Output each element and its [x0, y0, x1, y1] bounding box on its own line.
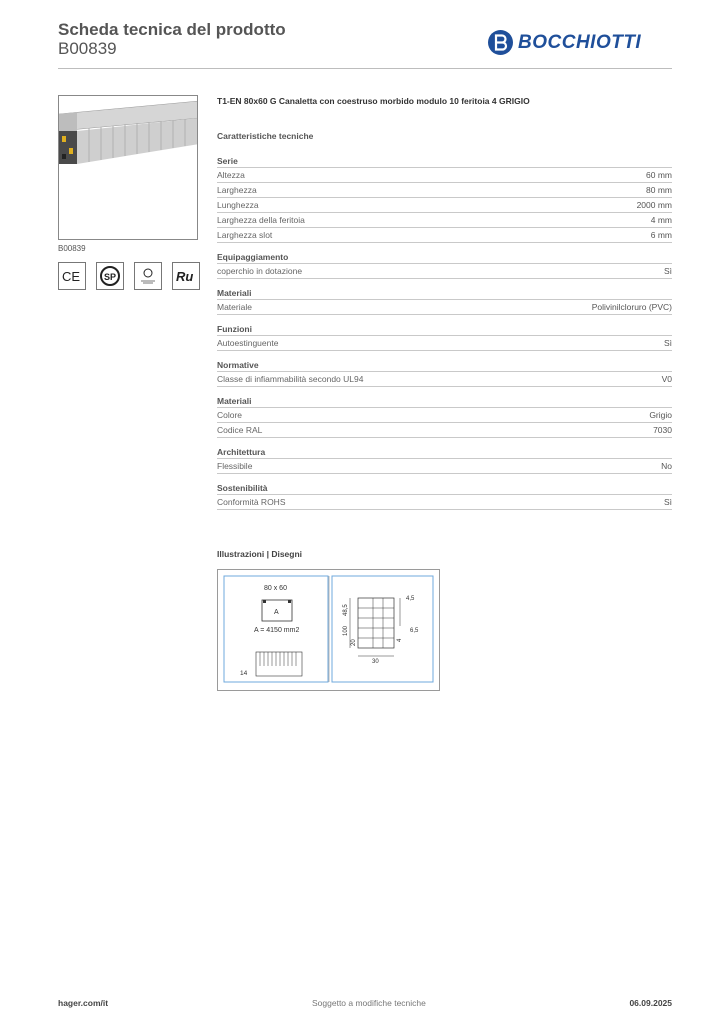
- certification-marks: [58, 262, 210, 290]
- spec-row: [217, 183, 672, 198]
- footer-disclaimer: Soggetto a modifiche tecniche: [312, 998, 426, 1008]
- spec-group-title: Materiali: [217, 287, 672, 300]
- spec-row: [217, 228, 672, 243]
- spec-group-normative: [217, 359, 672, 387]
- spec-value: Sì: [663, 497, 672, 507]
- spec-row: [217, 372, 672, 387]
- page-title: Scheda tecnica del prodotto: [58, 20, 286, 39]
- ul-recognized-icon: [134, 262, 162, 290]
- spec-value: Sì: [663, 266, 672, 276]
- brand-logo: [487, 29, 641, 56]
- drawing-dim-d7: 30: [372, 659, 379, 665]
- spec-row: [217, 459, 672, 474]
- csa-mark-icon: [96, 262, 124, 290]
- spec-value: Sì: [663, 338, 672, 348]
- svg-text:Ru: Ru: [176, 269, 194, 284]
- svg-text:CE: CE: [62, 269, 81, 283]
- ce-mark-icon: [58, 262, 86, 290]
- spec-group-serie: [217, 155, 672, 243]
- drawing-area-label: A = 4150 mm2: [254, 627, 300, 634]
- spec-group-architettura: [217, 446, 672, 474]
- spec-group-title: Serie: [217, 155, 672, 168]
- product-title: T1-EN 80x60 G Canaletta con coestruso morbido modulo 10 feritoia 4 GRIGIO: [217, 96, 530, 106]
- spec-value: 6 mm: [650, 230, 672, 240]
- spec-label: Flessibile: [217, 461, 253, 471]
- drawing-dim-d1: 4,5: [406, 596, 415, 602]
- spec-value: 80 mm: [646, 185, 672, 195]
- bocchiotti-logo-icon: [487, 29, 514, 56]
- spec-value: Polivinilcloruro (PVC): [591, 302, 672, 312]
- spec-value: V0: [661, 374, 672, 384]
- ur-mark-icon: [172, 262, 200, 290]
- spec-group-equipaggiamento: [217, 251, 672, 279]
- spec-row: [217, 264, 672, 279]
- cross-section-drawing: [224, 576, 328, 682]
- specs-heading: Caratteristiche tecniche: [217, 131, 314, 141]
- footer-date: 06.09.2025: [629, 998, 672, 1008]
- spec-group-sostenibilita: [217, 482, 672, 510]
- spec-group-title: Sostenibilità: [217, 482, 672, 495]
- spec-row: [217, 495, 672, 510]
- spec-label: Altezza: [217, 170, 245, 180]
- spec-group-title: Normative: [217, 359, 672, 372]
- drawing-dim-d3: 100: [343, 625, 349, 636]
- spec-label: Colore: [217, 410, 243, 420]
- illustrations-heading: Illustrazioni | Disegni: [217, 549, 303, 559]
- product-code: B00839: [58, 39, 117, 58]
- product-image-code: B00839: [58, 244, 86, 253]
- spec-label: Conformità ROHS: [217, 497, 286, 507]
- spec-label: Codice RAL: [217, 425, 263, 435]
- spec-label: Larghezza slot: [217, 230, 273, 240]
- drawing-dim-d2: 48,5: [343, 604, 349, 616]
- spec-group-title: Materiali: [217, 395, 672, 408]
- drawing-area-letter: A: [274, 609, 279, 616]
- spec-value: 2000 mm: [636, 200, 672, 210]
- spec-value: Grigio: [649, 410, 672, 420]
- spec-label: coperchio in dotazione: [217, 266, 303, 276]
- footer-website: hager.com/it: [58, 998, 109, 1008]
- spec-label: Larghezza della feritoia: [217, 215, 305, 225]
- spec-value: 4 mm: [650, 215, 672, 225]
- spec-group-materiali: [217, 287, 672, 315]
- spec-row: [217, 198, 672, 213]
- header-divider: [58, 68, 672, 69]
- spec-value: 7030: [653, 425, 672, 435]
- specs-list: [217, 155, 672, 518]
- spec-label: Lunghezza: [217, 200, 259, 210]
- spec-group-materiali-colore: [217, 395, 672, 438]
- drawing-dim-d4: 6,5: [410, 628, 419, 634]
- drawing-dim-d5: 4: [397, 638, 403, 642]
- spec-label: Classe di infiammabilità secondo UL94: [217, 374, 364, 384]
- spec-group-funzioni: [217, 323, 672, 351]
- drawing-dim-label: 14: [240, 670, 248, 677]
- spec-row: [217, 408, 672, 423]
- spec-row: [217, 300, 672, 315]
- product-image: [58, 95, 198, 240]
- spec-label: Larghezza: [217, 185, 257, 195]
- spec-value: 60 mm: [646, 170, 672, 180]
- spec-value: No: [661, 461, 672, 471]
- spec-group-title: Architettura: [217, 446, 672, 459]
- brand-name: BOCCHIOTTI: [518, 31, 642, 53]
- profile-drawing: [332, 576, 433, 682]
- spec-group-title: Equipaggiamento: [217, 251, 672, 264]
- drawing-dim-d6: 20: [351, 639, 357, 646]
- spec-row: [217, 336, 672, 351]
- spec-row: [217, 168, 672, 183]
- cable-duct-image: [59, 96, 198, 240]
- spec-row: [217, 423, 672, 438]
- spec-label: Materiale: [217, 302, 252, 312]
- drawing-size-label: 80 x 60: [264, 585, 287, 592]
- svg-text:SP: SP: [104, 272, 117, 282]
- spec-label: Autoestinguente: [217, 338, 279, 348]
- technical-drawings: [217, 569, 440, 691]
- spec-row: [217, 213, 672, 228]
- spec-group-title: Funzioni: [217, 323, 672, 336]
